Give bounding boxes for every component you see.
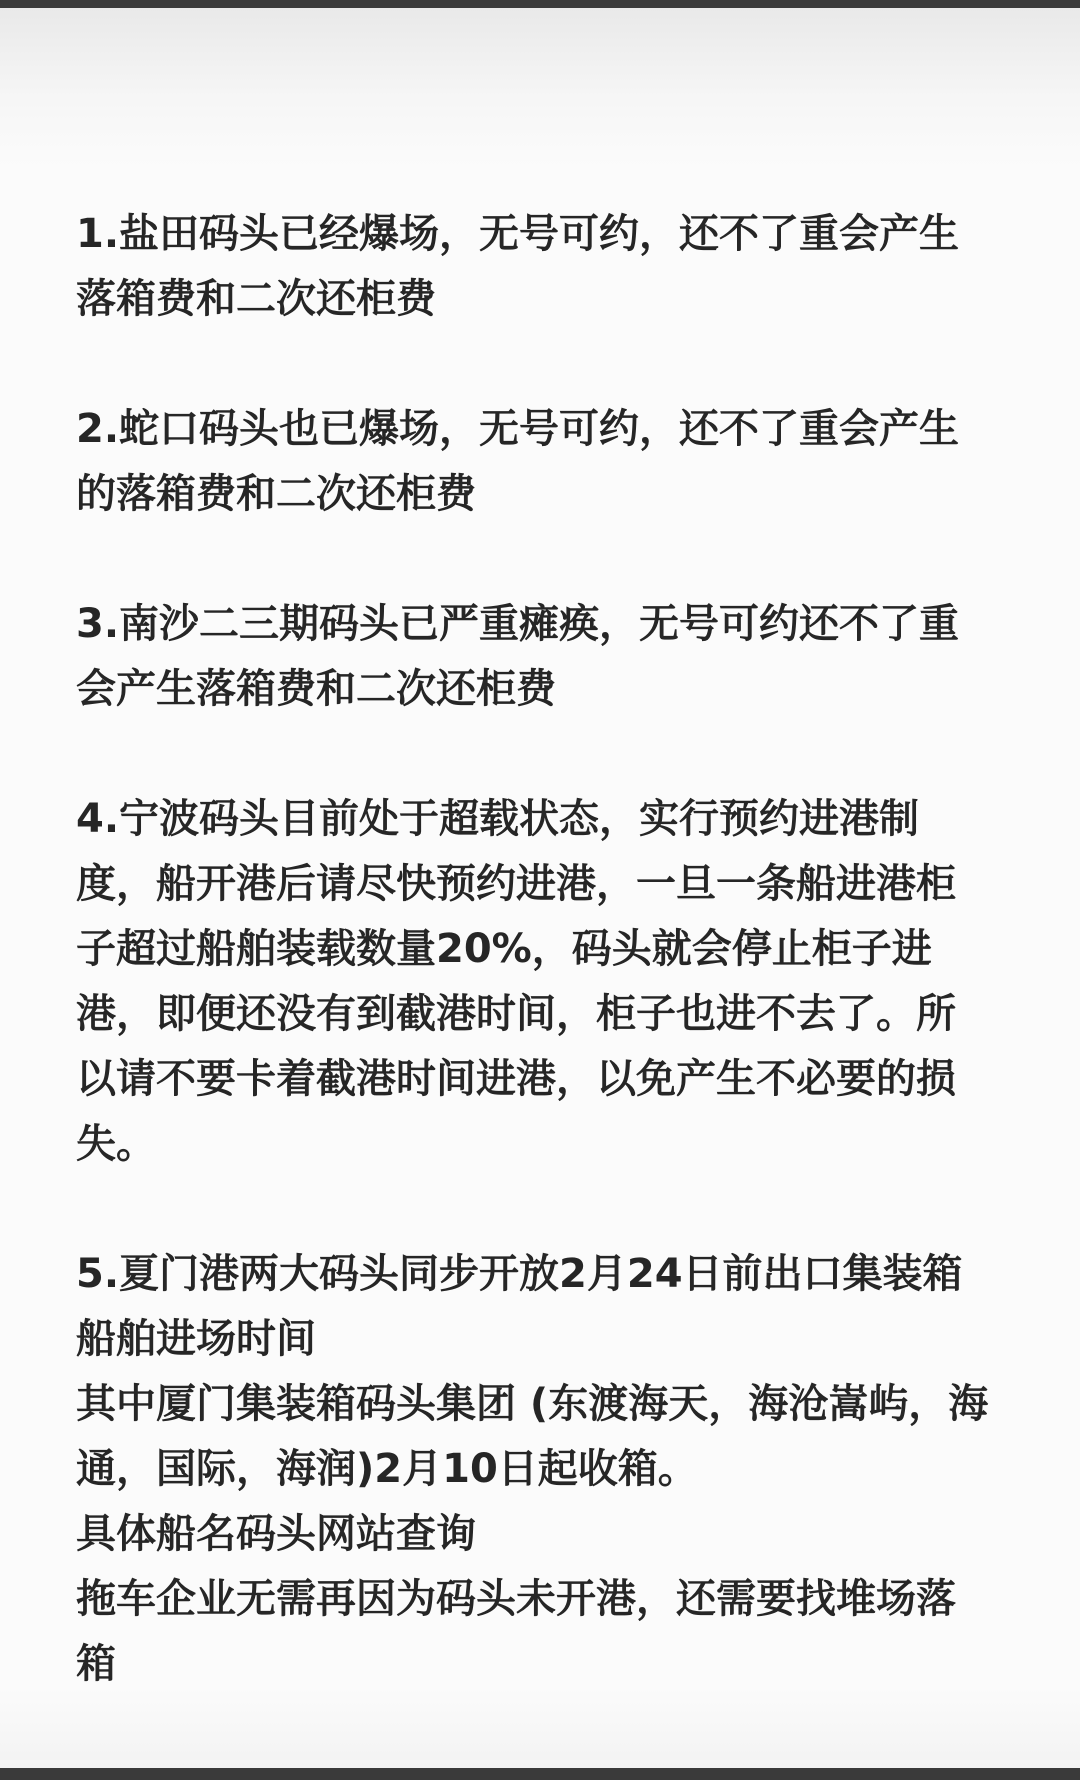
text-line: 以请不要卡着截港时间进港，以免产生不必要的损	[76, 1056, 956, 1102]
text-line: 4.宁波码头目前处于超载状态，实行预约进港制	[76, 796, 920, 842]
text-line: 会产生落箱费和二次还柜费	[76, 666, 556, 712]
text-line: 拖车企业无需再因为码头未开港，还需要找堆场落	[76, 1576, 956, 1622]
text-line: 1.盐田码头已经爆场，无号可约，还不了重会产生	[76, 211, 960, 257]
notice-item-2	[76, 397, 1036, 527]
notice-item-4	[76, 787, 1036, 1177]
text-line: 通，国际，海润)2月10日起收箱。	[76, 1446, 698, 1492]
document-page	[0, 8, 1080, 1768]
text-line: 船舶进场时间	[76, 1316, 316, 1362]
paragraph-gap	[76, 527, 1036, 592]
text-line: 失。	[76, 1121, 156, 1167]
text-line: 箱	[76, 1641, 116, 1687]
paragraph-gap	[76, 1177, 1036, 1242]
paragraph-gap	[76, 332, 1036, 397]
notice-item-5	[76, 1242, 1036, 1697]
text-line: 的落箱费和二次还柜费	[76, 471, 476, 517]
notice-content	[76, 202, 1036, 1697]
text-line: 具体船名码头网站查询	[76, 1511, 476, 1557]
text-line: 度，船开港后请尽快预约进港，一旦一条船进港柜	[76, 861, 956, 907]
notice-item-3	[76, 592, 1036, 722]
text-line: 3.南沙二三期码头已严重瘫痪，无号可约还不了重	[76, 601, 960, 647]
text-line: 其中厦门集装箱码头集团 (东渡海天，海沧嵩屿，海	[76, 1381, 989, 1427]
text-line: 港，即便还没有到截港时间，柜子也进不去了。所	[76, 991, 956, 1037]
text-line: 5.夏门港两大码头同步开放2月24日前出口集装箱	[76, 1251, 963, 1297]
paragraph-gap	[76, 722, 1036, 787]
text-line: 子超过船舶装载数量20%，码头就会停止柜子进	[76, 926, 932, 972]
text-line: 2.蛇口码头也已爆场，无号可约，还不了重会产生	[76, 406, 960, 452]
text-line: 落箱费和二次还柜费	[76, 276, 436, 322]
notice-item-1	[76, 202, 1036, 332]
